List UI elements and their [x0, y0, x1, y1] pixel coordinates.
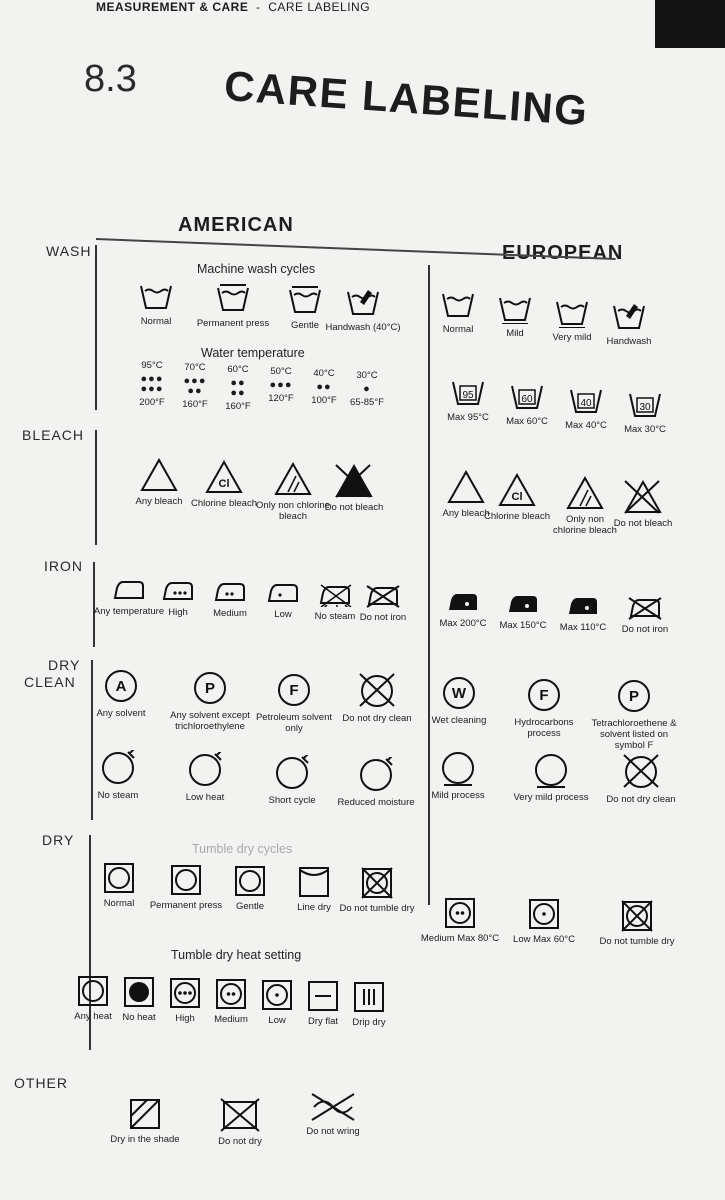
eu-bleach-nonchlorine-icon-label: Only non chlorine bleach	[553, 514, 617, 536]
eu-tetrachloroethene-icon-label: Tetrachloroethene & solvent listed on symbol F	[591, 718, 677, 751]
wash-handwash-icon	[318, 288, 408, 333]
eu-iron-2-icon-label: Max 110°C	[559, 622, 607, 633]
header-section: MEASUREMENT & CARE	[96, 0, 249, 14]
eu-temp-60-icon-label: Max 60°C	[506, 416, 548, 427]
eu-hydrocarbons-icon-label: Hydrocarbons process	[514, 717, 574, 739]
running-header	[96, 0, 370, 14]
temp-dots: ●●● ●●●	[140, 373, 164, 395]
iron-medium-icon-label: Medium	[213, 608, 247, 619]
svg-text:F: F	[539, 687, 549, 704]
temp-f: 65-85°F	[350, 397, 384, 408]
eu-tetrachloroethene-icon	[584, 678, 684, 751]
dryclean-no-steam-icon	[73, 750, 163, 801]
section-clean-label: CLEAN	[24, 674, 76, 690]
page-title: CARE LABELING	[222, 62, 590, 135]
iron-no-steam-icon-label: No steam	[314, 611, 356, 622]
temp-f: 200°F	[139, 397, 165, 408]
eu-very-mild-process-icon-label: Very mild process	[513, 792, 589, 803]
eu-iron-1-icon-label: Max 150°C	[499, 620, 547, 631]
bleach-any-icon-label: Any bleach	[135, 496, 183, 507]
temp-dots: ●●	[316, 381, 332, 393]
water-temp-title: Water temperature	[201, 346, 305, 360]
wash-cycles-title: Machine wash cycles	[197, 262, 316, 276]
section-dry: DRY	[42, 832, 75, 848]
temp-dots: ●	[363, 383, 371, 395]
wash-handwash-icon-label: Handwash (40°C)	[325, 322, 401, 333]
dryclean-any-solvent-icon	[76, 668, 166, 719]
dryclean-any-solvent-icon-label: Any solvent	[96, 708, 146, 719]
temp-c: 95°C	[141, 360, 163, 371]
temp-c: 40°C	[313, 368, 335, 379]
temp-c: 70°C	[184, 362, 206, 373]
dryclean-reduced-moisture-icon-label: Reduced moisture	[337, 797, 415, 808]
temp-dots: ●●●	[269, 379, 293, 391]
column-american: AMERICAN	[178, 214, 294, 236]
temp-c: 30°C	[356, 370, 378, 381]
dryclean-short-cycle-icon	[247, 755, 337, 806]
dryclean-do-not-icon	[332, 673, 422, 724]
bleach-do-not-icon-label: Do not bleach	[324, 502, 384, 513]
do-not-dry-icon	[195, 1098, 285, 1147]
header-page: CARE LABELING	[268, 0, 371, 14]
dryclean-low-heat-icon	[160, 752, 250, 803]
tumble-heat-6-icon-label: Drip dry	[352, 1017, 386, 1028]
dryclean-f-icon-label: Petroleum solvent only	[255, 712, 333, 734]
tumble-heat-5-icon-label: Dry flat	[307, 1016, 339, 1027]
eu-bleach-chlorine-icon-label: Chlorine bleach	[483, 511, 550, 522]
svg-text:95: 95	[462, 390, 474, 401]
svg-text:W: W	[451, 685, 467, 702]
tumble-do-not-icon-label: Do not tumble dry	[339, 903, 415, 914]
eu-bleach-any-icon-label: Any bleach	[442, 508, 490, 519]
iron-do-not-icon-label: Do not iron	[359, 612, 407, 623]
tumble-heat-4-icon-label: Low	[268, 1015, 286, 1026]
iron-low-icon-label: Low	[274, 609, 292, 620]
temp-c: 50°C	[270, 366, 292, 377]
section-iron: IRON	[44, 558, 83, 574]
tumble-heat-2-icon-label: High	[175, 1013, 195, 1024]
temp-f: 160°F	[225, 401, 251, 412]
section-dry-label: DRY	[48, 657, 81, 673]
eu-wash-0-icon-label: Normal	[442, 324, 474, 335]
section-wash: WASH	[46, 243, 92, 259]
column-european: EUROPEAN	[502, 242, 624, 264]
do-not-wring-icon-label: Do not wring	[306, 1126, 360, 1137]
dry-in-shade-icon	[100, 1098, 190, 1145]
svg-text:P: P	[204, 680, 216, 697]
temp-c: 60°C	[227, 364, 249, 375]
svg-text:Cl: Cl	[218, 478, 230, 490]
section-number: 8.3	[84, 58, 137, 100]
dryclean-low-heat-icon-label: Low heat	[185, 792, 225, 803]
eu-bleach-do-not-icon	[608, 480, 678, 529]
dryclean-no-steam-icon-label: No steam	[97, 790, 139, 801]
eu-wash-2-icon-label: Very mild	[552, 332, 592, 343]
svg-text:A: A	[115, 678, 127, 695]
column-divider	[428, 265, 430, 905]
tumble-permanent-press-icon-label: Permanent press	[149, 900, 223, 911]
tumble-heat-1-icon-label: No heat	[122, 1012, 156, 1023]
line-dry-icon-label: Line dry	[297, 902, 331, 913]
eu-do-not-dry-clean-icon	[596, 754, 686, 805]
header-sep: -	[256, 0, 261, 14]
bleach-nonchlorine-icon-label: Only non chlorine bleach	[256, 500, 330, 522]
temp-dots: ●●● ●●	[183, 375, 207, 397]
temp-dots: ●● ●●	[230, 377, 246, 399]
eu-iron-do-not-icon	[610, 596, 680, 635]
water-temp-5	[342, 370, 392, 408]
dryclean-reduced-moisture-icon	[331, 757, 421, 808]
eu-tumble-low-icon-label: Low Max 60°C	[513, 934, 575, 945]
bleach-chlorine-icon-label: Chlorine bleach	[190, 498, 257, 509]
eu-tumble-do-not-icon	[592, 900, 682, 947]
tumble-gentle-icon-label: Gentle	[236, 901, 264, 912]
eu-temp-30-icon	[610, 390, 680, 435]
eu-tumble-medium-icon	[415, 897, 505, 944]
page-edge-dark	[655, 0, 725, 48]
eu-bleach-do-not-icon-label: Do not bleach	[613, 518, 673, 529]
wash-normal-icon-label: Normal	[140, 316, 172, 327]
dryclean-do-not-icon-label: Do not dry clean	[342, 713, 412, 724]
divider-bleach	[95, 430, 97, 545]
tumble-heat-title: Tumble dry heat setting	[171, 948, 302, 962]
tumble-heat-0-icon-label: Any heat	[74, 1011, 112, 1022]
temp-f: 120°F	[268, 393, 294, 404]
do-not-dry-icon-label: Do not dry	[218, 1136, 262, 1147]
section-bleach: BLEACH	[22, 427, 85, 443]
temp-f: 100°F	[311, 395, 337, 406]
svg-text:Cl: Cl	[511, 491, 523, 503]
section-other: OTHER	[14, 1075, 68, 1091]
iron-do-not-icon	[343, 584, 423, 623]
svg-text:P: P	[628, 688, 640, 705]
tumble-heat-6-icon	[339, 981, 399, 1028]
eu-hydrocarbons-icon	[499, 677, 589, 739]
eu-iron-2-icon	[548, 594, 618, 633]
dry-in-shade-icon-label: Dry in the shade	[110, 1134, 180, 1145]
tumble-do-not-icon	[332, 867, 422, 914]
bleach-do-not-icon	[309, 464, 399, 513]
eu-temp-30-icon-label: Max 30°C	[624, 424, 666, 435]
eu-tumble-low-icon	[499, 898, 589, 945]
eu-wet-cleaning-icon-label: Wet cleaning	[431, 715, 487, 726]
temp-f: 160°F	[182, 399, 208, 410]
eu-do-not-dry-clean-icon-label: Do not dry clean	[606, 794, 676, 805]
eu-wash-1-icon-label: Mild	[506, 328, 524, 339]
do-not-wring-icon	[288, 1092, 378, 1137]
tumble-heat-3-icon-label: Medium	[214, 1014, 248, 1025]
dryclean-short-cycle-icon-label: Short cycle	[268, 795, 316, 806]
wash-permanent-press-icon-label: Permanent press	[196, 318, 270, 329]
svg-text:40: 40	[580, 398, 592, 409]
dryclean-p-icon-label: Any solvent except trichloroethylene	[170, 710, 250, 732]
eu-temp-95-icon-label: Max 95°C	[447, 412, 489, 423]
eu-wet-cleaning-icon	[414, 675, 504, 726]
eu-tumble-medium-icon-label: Medium Max 80°C	[420, 933, 500, 944]
svg-text:30: 30	[639, 402, 651, 413]
eu-tumble-do-not-icon-label: Do not tumble dry	[599, 936, 675, 947]
eu-very-mild-process-icon	[506, 752, 596, 803]
eu-iron-do-not-icon-label: Do not iron	[621, 624, 669, 635]
eu-bleach-chlorine-icon	[482, 473, 552, 522]
dryclean-f-icon	[249, 672, 339, 734]
tumble-normal-icon-label: Normal	[103, 898, 135, 909]
divider-wash	[95, 245, 97, 410]
iron-high-icon-label: High	[168, 607, 188, 618]
eu-iron-0-icon-label: Max 200°C	[439, 618, 487, 629]
svg-text:F: F	[289, 682, 299, 699]
eu-mild-process-icon-label: Mild process	[431, 790, 485, 801]
eu-temp-40-icon-label: Max 40°C	[565, 420, 607, 431]
eu-mild-process-icon	[413, 750, 503, 801]
eu-wash-3-icon	[594, 302, 664, 347]
iron-any-icon-label: Any temperature	[93, 606, 165, 617]
svg-text:60: 60	[521, 394, 533, 405]
wash-gentle-icon-label: Gentle	[291, 320, 319, 331]
tumble-cycles-title: Tumble dry cycles	[192, 842, 293, 856]
eu-wash-3-icon-label: Handwash	[606, 336, 652, 347]
